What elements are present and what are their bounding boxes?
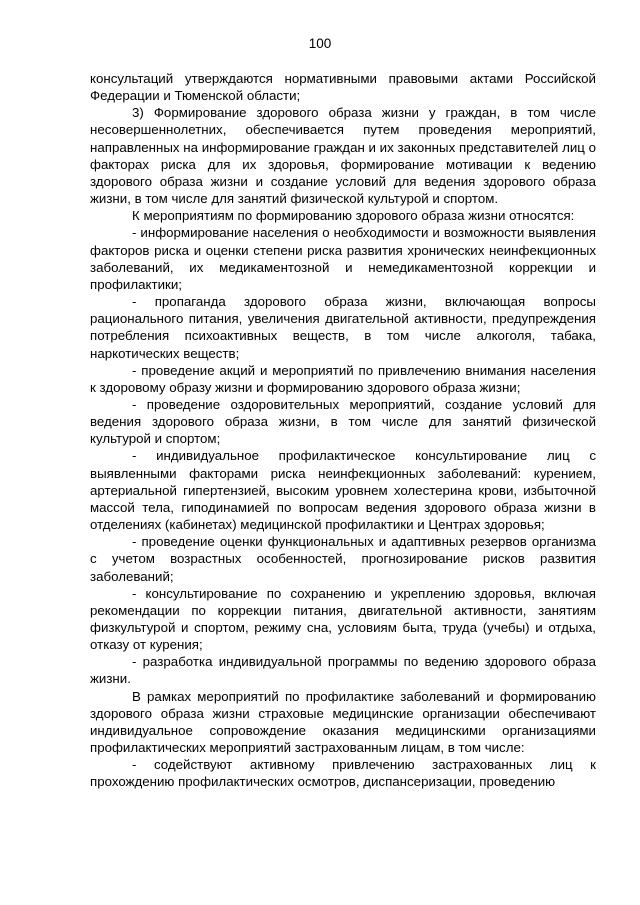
list-item: - проведение акций и мероприятий по привлечению внимания населения к здоровому образу жизни и формированию здорового образа жизни; <box>90 362 596 395</box>
list-item: - содействуют активному привлечению застрахованных лиц к прохождению профилактических осмотров, диспансеризации, проведению <box>90 757 596 790</box>
paragraph-measures-heading: К мероприятиям по формированию здорового образа жизни относятся: <box>132 208 575 224</box>
list-item: - разработка индивидуальной программы по ведению здорового образа жизни. <box>90 654 596 687</box>
list-item: - проведение оздоровительных мероприятий, создание условий для ведения здорового образа жизни, в том числе для занятий физической культурой и спортом; <box>90 396 596 447</box>
paragraph-healthy-lifestyle-intro: 3) Формирование здорового образа жизни у граждан, в том числе несовершеннолетних, обеспечивается путем проведения мероприятий, направленных на информирование граждан и их законных представителей лиц о факторах риска для их здоровья, формирование мотивации к ведению здорового образа жизни и создание условий для ведения здорового образа жизни, в том числе для занятий физической культурой и спортом. <box>90 105 596 207</box>
list-item: - консультирование по сохранению и укреплению здоровья, включая рекомендации по коррекции питания, двигательной активности, занятиям физкультурой и спортом, режиму сна, условиям быта, труда (учебы) и отдыха, отказу от курения; <box>90 585 596 653</box>
paragraph-insurance-organizations: В рамках мероприятий по профилактике заболеваний и формированию здорового образа жизни страховые медицинские организации обеспечивают индивидуальное сопровождение оказания медицинскими организациями профилактических мероприятий застрахованным лицам, в том числе: <box>90 688 596 756</box>
document-body <box>90 70 596 791</box>
list-item: - индивидуальное профилактическое консультирование лиц с выявленными факторами риска неинфекционных заболеваний: курением, артериальной гипертензией, высоким уровнем холестерина крови, избыточной массой тела, гиподинамией по вопросам ведения здорового образа жизни в отделениях (кабинетах) медицинской профилактики и Центрах здоровья; <box>90 448 596 533</box>
list-item: - информирование населения о необходимости и возможности выявления факторов риска и оценки степени риска развития хронических неинфекционных заболеваний, их медикаментозной и немедикаментозной коррекции и профилактики; <box>90 225 596 292</box>
paragraph-continuation: консультаций утверждаются нормативными правовыми актами Российской Федерации и Тюменской области; <box>90 71 596 104</box>
page-number: 100 <box>308 36 332 51</box>
list-item: - пропаганда здорового образа жизни, включающая вопросы рационального питания, увеличения двигательной активности, предупреждения потребления психоактивных веществ, в том числе алкоголя, табака, наркотических веществ; <box>90 294 596 361</box>
list-item: - проведение оценки функциональных и адаптивных резервов организма с учетом возрастных особенностей, прогнозирование рисков развития заболеваний; <box>90 534 596 584</box>
